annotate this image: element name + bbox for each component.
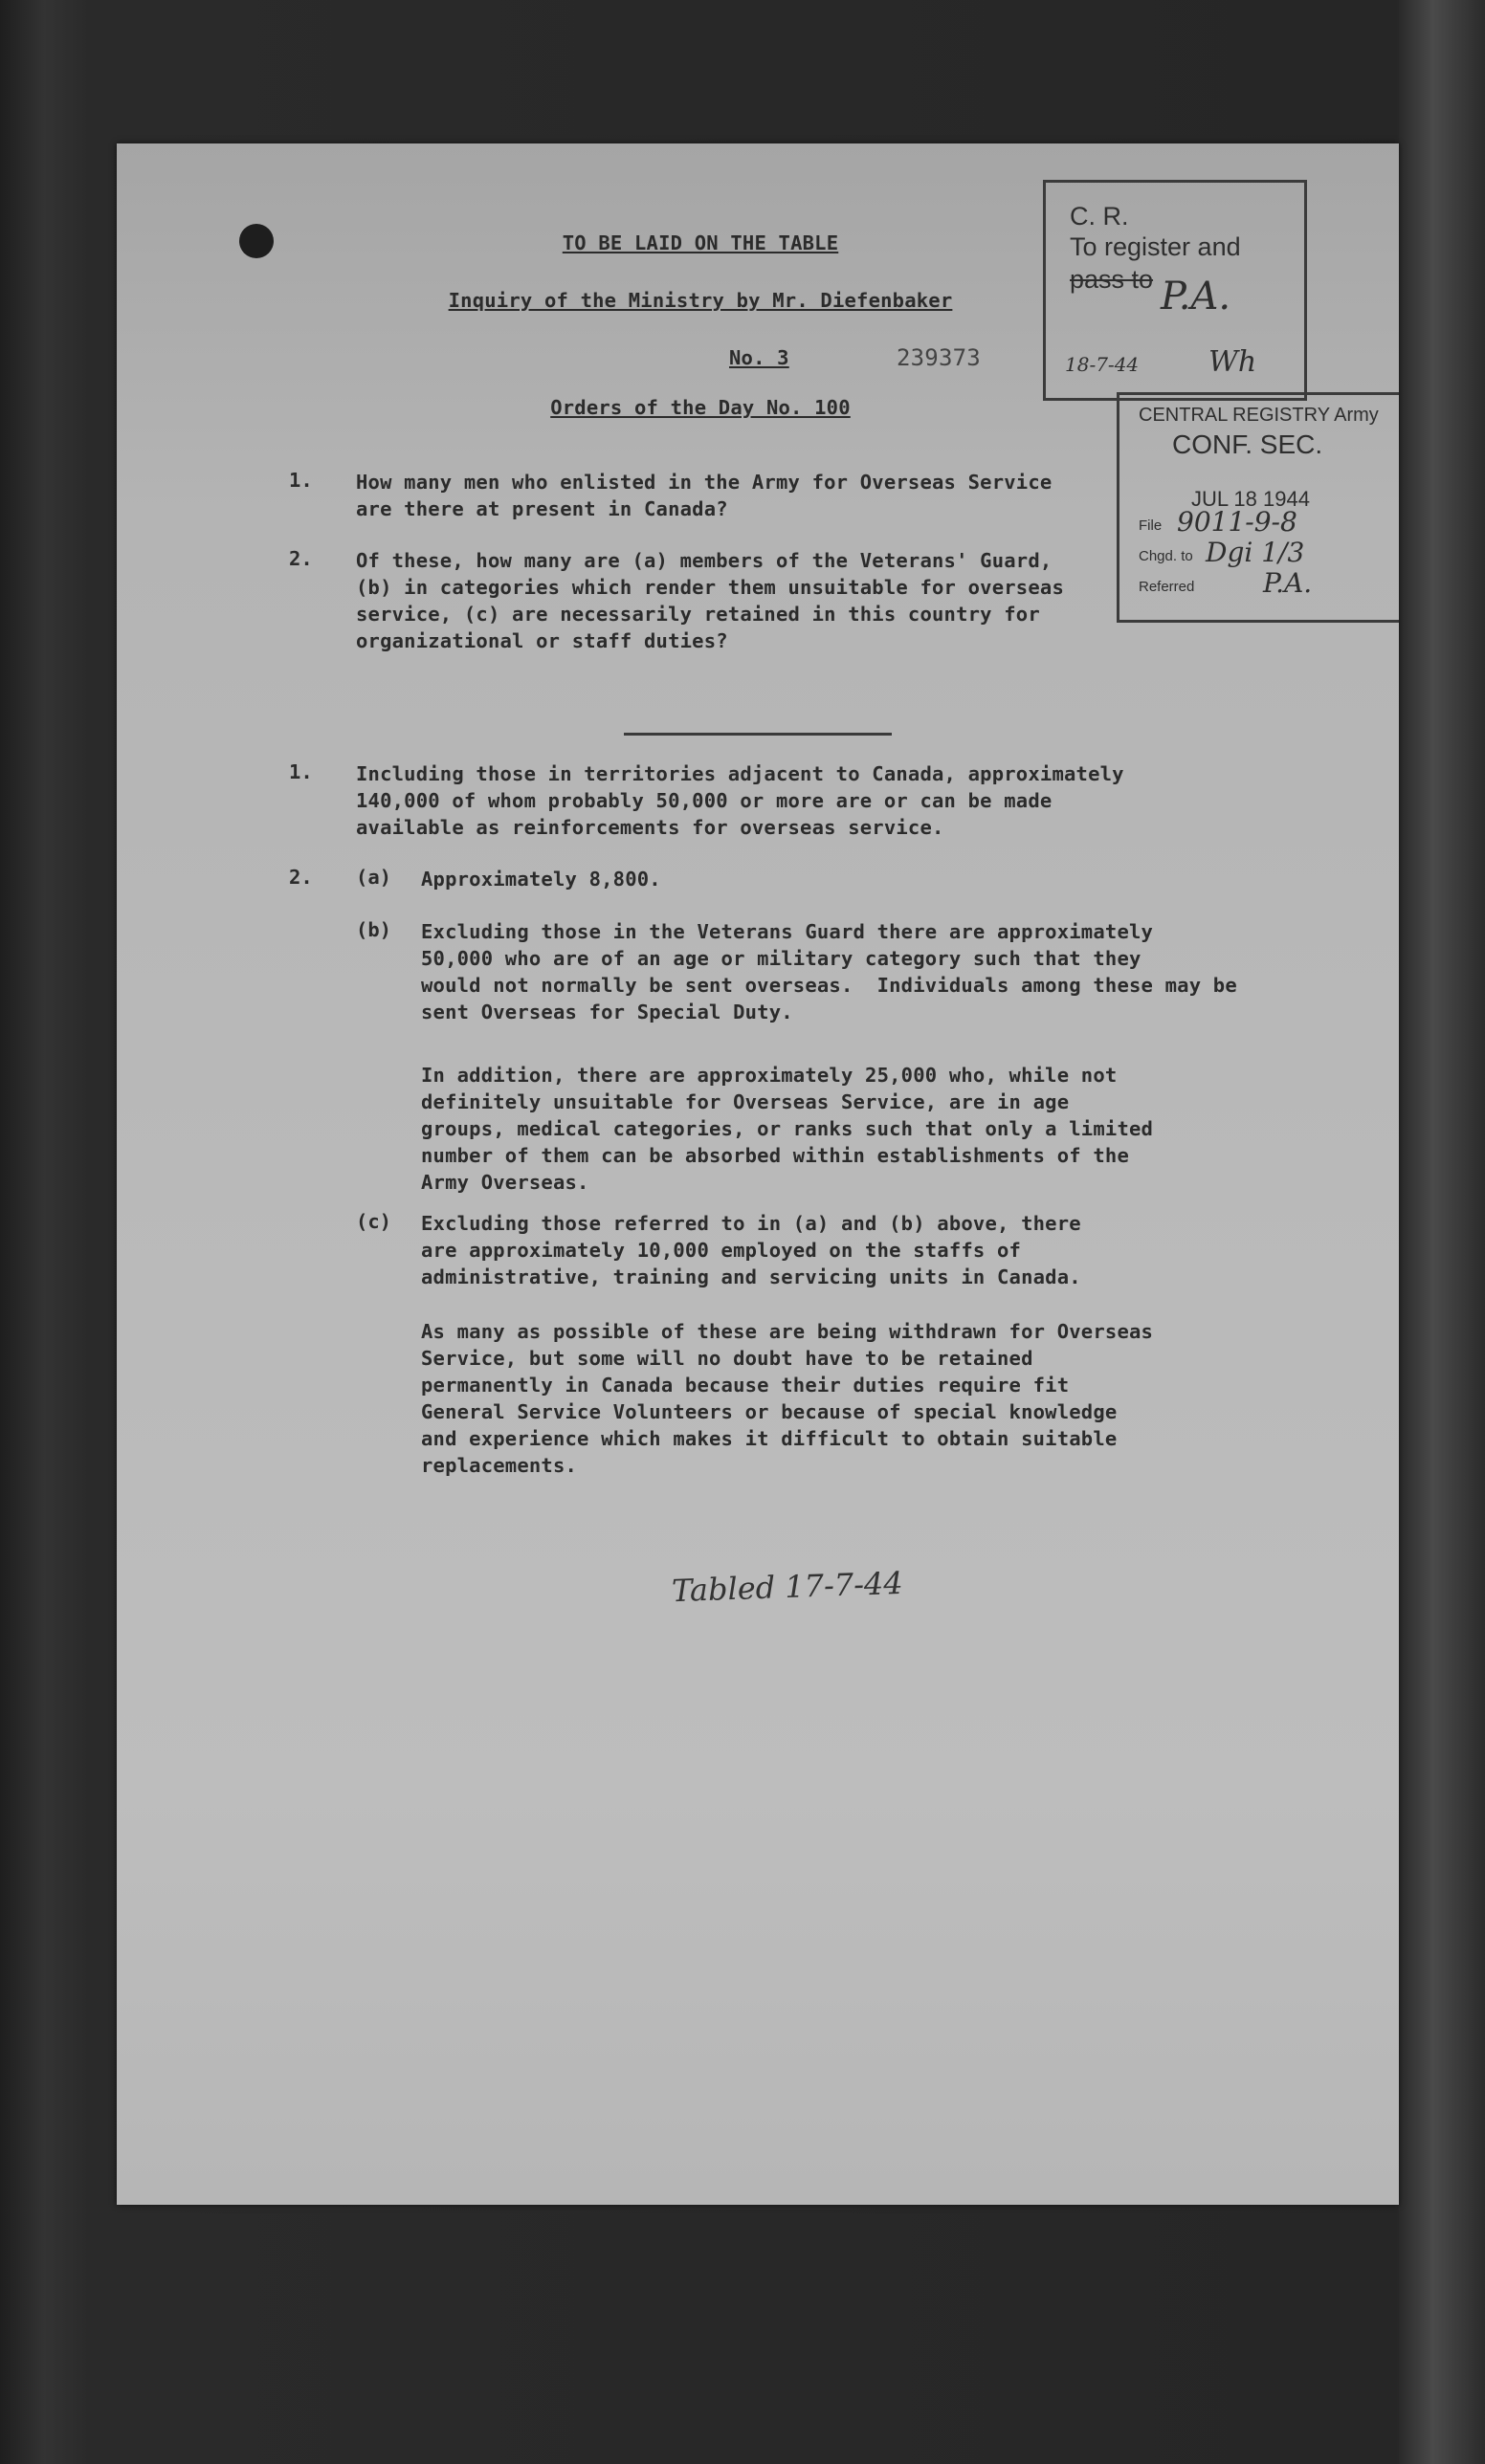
answer-2c-label: (c) (356, 1210, 392, 1233)
central-registry-stamp (1117, 392, 1399, 623)
reference-number: 239373 (897, 344, 981, 371)
registry-chgd-label: Chgd. to (1139, 548, 1193, 564)
registry-referred-label: Referred (1139, 579, 1195, 595)
document-title: TO BE LAID ON THE TABLE (562, 231, 839, 254)
orders-of-the-day: Orders of the Day No. 100 (550, 396, 851, 419)
answer-2b-addition: In addition, there are approximately 25,000 who, while not definitely unsuitable for Overseas Service, are in age groups, medical categories, or ranks such that only a limited number of them can be absorbed within establishments of the Army Overseas. (421, 1064, 1154, 1194)
registry-stamp-line1: CENTRAL REGISTRY Army (1139, 405, 1379, 426)
cr-stamp-handwritten-signature: Wh (1208, 345, 1257, 379)
question-2-number: 2. (289, 547, 313, 570)
question-1-number: 1. (289, 469, 313, 492)
document-page (117, 143, 1399, 2205)
answer-1-number: 1. (289, 760, 313, 783)
cr-stamp (1043, 180, 1307, 401)
film-edge (1399, 0, 1485, 2464)
answer-2a-text: Approximately 8,800. (421, 868, 661, 891)
registry-stamp-date: JUL 18 1944 (1191, 487, 1310, 511)
answer-2b-text: Excluding those in the Veterans Guard there are approximately 50,000 who are of an age or military category such that they would not normally be sent overseas. Individuals among these may be sent Overseas for Special Duty. (421, 920, 1237, 1023)
answer-2a-label: (a) (356, 866, 392, 889)
cr-stamp-handwritten-date: 18-7-44 (1065, 353, 1140, 376)
cr-stamp-line3: pass to (1070, 265, 1154, 294)
registry-stamp-line2: CONF. SEC. (1172, 429, 1323, 459)
answer-2c-text: Excluding those referred to in (a) and (b) above, there are approximately 10,000 employed on the staffs of administrative, training and servicing units in Canada. (421, 1212, 1081, 1288)
answer-2-number: 2. (289, 866, 313, 889)
answer-1-text: Including those in territories adjacent to Canada, approximately 140,000 of whom probably 50,000 or more are or can be made available as reinforcements for overseas service. (356, 762, 1124, 839)
registry-referred-value: P.A. (1263, 567, 1313, 599)
question-number: No. 3 (729, 346, 789, 369)
section-divider (624, 733, 892, 736)
answer-2c-addition: As many as possible of these are being withdrawn for Overseas Service, but some will no doubt have to be retained permanently in Canada because their duties require fit General Service Volunteers or because of special knowledge and experience which makes it difficult to obtain suitable replacements. (421, 1320, 1154, 1477)
cr-stamp-handwritten-initials: P.A. (1161, 275, 1231, 319)
registry-file-label: File (1139, 517, 1163, 534)
question-2-text: Of these, how many are (a) members of the Veterans' Guard, (b) in categories which render them unsuitable for overseas service, (c) are necessarily retained in this country for organizational or staff duties? (356, 549, 1064, 652)
tabled-signature: Tabled 17-7-44 (671, 1564, 904, 1610)
question-1-text: How many men who enlisted in the Army for Overseas Service are there at present in Canada? (356, 471, 1053, 520)
answer-2b-label: (b) (356, 918, 392, 941)
registry-file-value: 9011-9-8 (1177, 506, 1297, 538)
registry-chgd-value: Dgi 1/3 (1206, 537, 1305, 568)
cr-stamp-line1: C. R. (1070, 202, 1129, 231)
cr-stamp-line2: To register and (1070, 232, 1241, 261)
inquiry-line: Inquiry of the Ministry by Mr. Diefenbaker (448, 289, 953, 312)
